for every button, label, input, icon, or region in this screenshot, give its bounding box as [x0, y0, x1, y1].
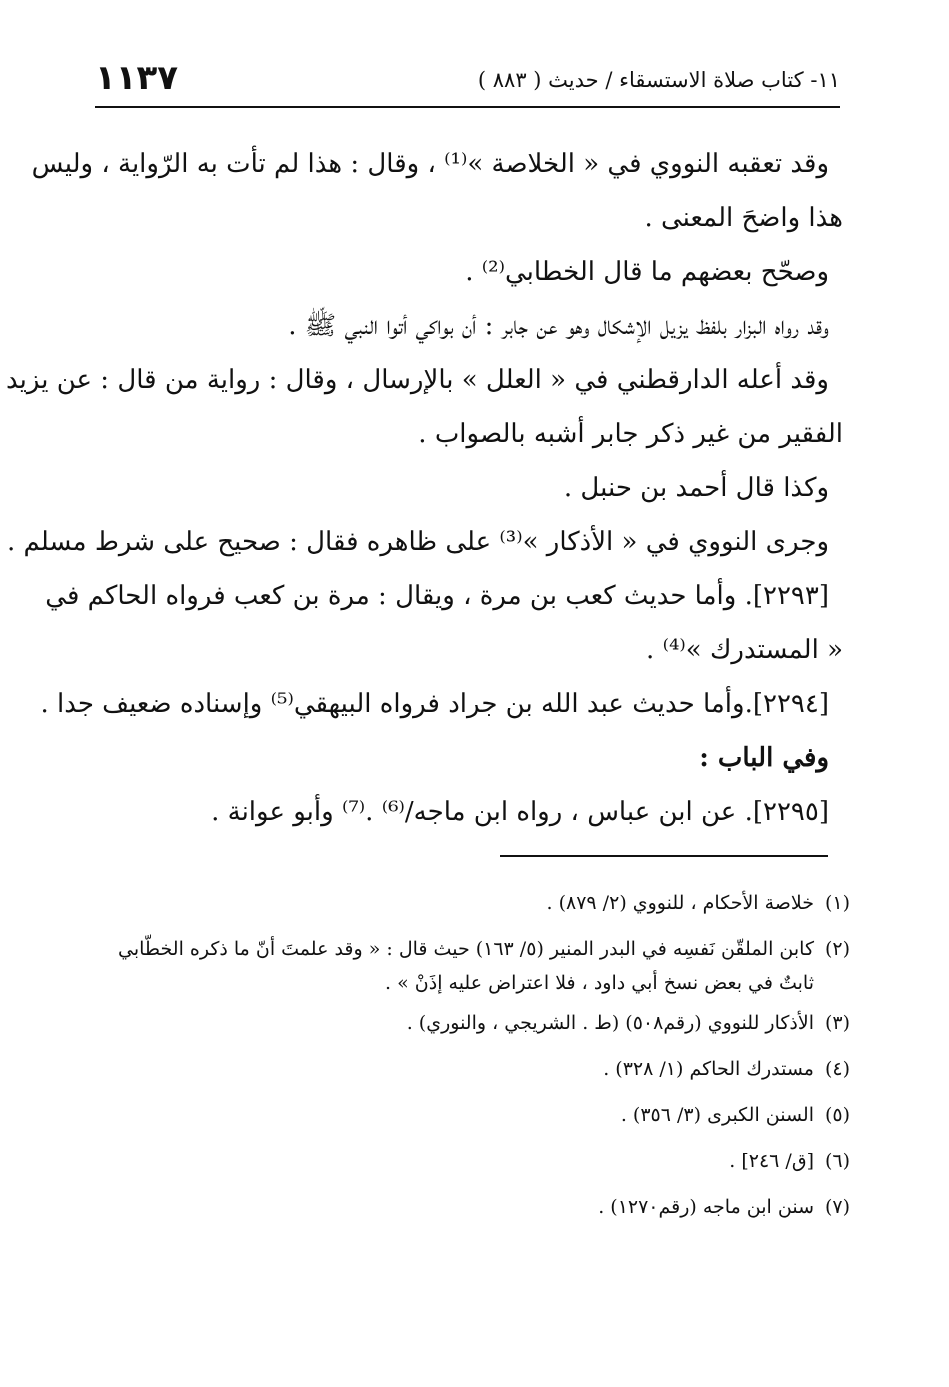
main-text	[6, 137, 843, 839]
footnote-text: خلاصة الأحكام ، للنووي (٢/ ٨٧٩) .	[546, 892, 814, 914]
text-line: وكذا قال أحمد بن حنبل .	[563, 473, 829, 503]
text-line: [٢٢٩٣]. وأما حديث كعب بن مرة ، ويقال : مرة بن كعب فرواه الحاكم في	[45, 581, 829, 611]
text-line: « المستدرك »⁽⁴⁾ .	[646, 635, 843, 665]
footnote-number: (٤)	[824, 1058, 850, 1080]
running-header	[95, 58, 840, 108]
footnote-text: [ق/ ٢٤٦] .	[729, 1150, 814, 1172]
footnote-text: الأذكار للنووي (رقم٥٠٨) (ط . الشريجي ، والنوري) .	[406, 1012, 814, 1034]
text-line: الفقير من غير ذكر جابر أشبه بالصواب .	[418, 419, 843, 449]
text-line: هذا واضحَ المعنى .	[644, 203, 843, 233]
footnote	[85, 1046, 850, 1092]
text-line: وجرى النووي في « الأذكار »⁽³⁾ على ظاهره فقال : صحيح على شرط مسلم .	[7, 527, 829, 557]
footnote-text: السنن الكبرى (٣/ ٣٥٦) .	[620, 1104, 814, 1126]
footnote	[85, 1184, 850, 1230]
text-line: [٢٢٩٤].وأما حديث عبد الله بن جراد فرواه البيهقي⁽⁵⁾ وإسناده ضعيف جدا .	[40, 689, 829, 719]
page-number: ١١٣٧	[95, 58, 179, 98]
footnote-number: (٥)	[824, 1104, 850, 1126]
text-line: وقد تعقبه النووي في « الخلاصة »⁽¹⁾ ، وقال : هذا لم تأت به الرّواية ، وليس	[31, 149, 829, 179]
footnote-number: (١)	[824, 892, 850, 914]
text-line: [٢٢٩٥]. عن ابن عباس ، رواه ابن ماجه/⁽⁶⁾ .⁽⁷⁾ وأبو عوانة .	[211, 797, 829, 827]
footnote-number: (٦)	[824, 1150, 850, 1172]
footnote-text: مستدرك الحاكم (١/ ٣٢٨) .	[603, 1058, 814, 1080]
footnote	[85, 932, 850, 966]
section-heading: وفي الباب :	[699, 743, 829, 773]
footnote-text: سنن ابن ماجه (رقم١٢٧٠) .	[598, 1196, 814, 1218]
footnote-number: (٣)	[824, 1012, 850, 1034]
footnote-continuation: ثابتٌ في بعض نسخ أبي داود ، فلا اعتراض عليه إذَنْ » .	[385, 972, 814, 994]
text-line: وقد أعله الدارقطني في « العلل » بالإرسال ، وقال : رواية من قال : عن يزيد	[6, 365, 829, 395]
footnote-number: (٢)	[824, 938, 850, 960]
footnote	[85, 880, 850, 926]
footnote-text: كابن الملقّن نَفسِه في البدر المنير (٥/ ١٦٣) حيث قال : « وقد علمتَ أنّ ما ذكره الخطّابي	[118, 938, 814, 960]
footnote-number: (٧)	[824, 1196, 850, 1218]
footnote	[85, 1092, 850, 1138]
footnote-separator	[500, 855, 828, 857]
header-title: ١١- كتاب صلاة الاستسقاء / حديث ( ٨٨٣ )	[477, 68, 840, 92]
footnote	[85, 1138, 850, 1184]
footnotes	[85, 880, 850, 1230]
text-line: وقد رواه البزار بلفظ يزيل الإشكال وهو عن جابر : أن بواكي أتوا النبي ﷺ .	[288, 311, 829, 341]
text-line: وصحّح بعضهم ما قال الخطابي⁽²⁾ .	[465, 257, 829, 287]
footnote	[85, 1000, 850, 1046]
